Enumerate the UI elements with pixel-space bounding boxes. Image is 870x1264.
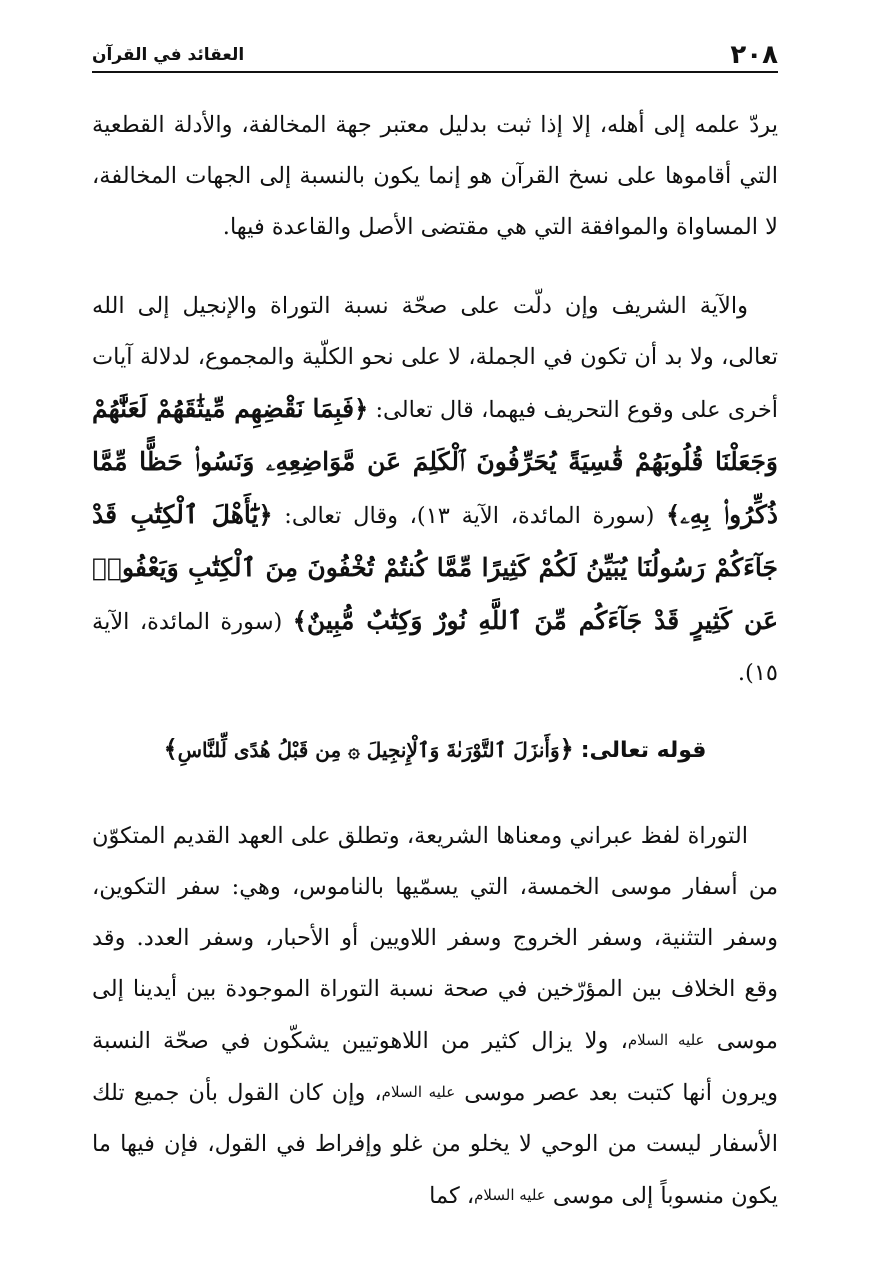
section-heading-label: قوله تعالى: [580,738,707,763]
paragraph-2-intro: والآية الشريف وإن دلّت على صحّة نسبة التوراة والإنجيل إلى الله تعالى، ولا بد أن تكون في الجملة، لا على نحو الكلّية والمجموع، لدلالة آيات أخرى على وقوع التحريف فيهما، قال تعالى: [92,293,779,423]
quran-verse-2: يَٰٓأَهْلَ ٱلْكِتَٰبِ قَدْ جَآءَكُمْ رَسُولُنَا يُبَيِّنُ لَكُمْ كَثِيرًا مِّمَّا كُنتُمْ تُخْفُونَ مِنَ ٱلْكِتَٰبِ وَيَعْفُوا۟ عَن كَثِيرٍ قَدْ جَآءَكُم مِّنَ ٱللَّهِ نُورٌ وَكِتَٰبٌ مُّبِينٌ [92,500,778,635]
paragraph-3 [92,811,778,1222]
heading-open-bracket: ﴿ [559,734,574,763]
honorific-1: عليه السلام [627,1031,705,1049]
paragraph-2 [92,281,778,699]
section-heading [92,727,778,773]
paragraph-3-text-2: ، ولا يزال كثير من اللاهوتيين يشكّون في صحّة النسبة ويرون أنها كتبت بعد عصر موسى [92,1028,778,1106]
section-heading-verse: وَأَنزَلَ ٱلتَّوْرَىٰةَ وَٱلْإِنجِيلَ ۞ مِن قَبْلُ هُدًى لِّلنَّاسِ [177,738,560,762]
quran-verse-1: فَبِمَا نَقْضِهِم مِّيثَٰقَهُمْ لَعَنَّٰهُمْ وَجَعَلْنَا قُلُوبَهُمْ قَٰسِيَةً يُحَرِّفُونَ ٱلْكَلِمَ عَن مَّوَاضِعِهِۦ وَنَسُوا۟ حَظًّا مِّمَّا ذُكِّرُوا۟ بِهِۦ [92,394,778,529]
citation-1: (سورة المائدة، الآية ١٣)، وقال تعالى: [284,503,655,529]
paragraph-3-text-1: التوراة لفظ عبراني ومعناها الشريعة، وتطلق على العهد القديم المتكوّن من أسفار موسى الخمسة، التي يسمّيها بالناموس، وهي: سفر التكوين، وسفر التثنية، وسفر الخروج وسفر اللاويين أو الأحبار، وسفر العدد. وقد وقع الخلاف بين المؤرّخين في صحة نسبة التوراة الموجودة بين أيدينا إلى موسى [92,823,778,1054]
honorific-2: عليه السلام [381,1083,456,1101]
paragraph-1-text: يردّ علمه إلى أهله، إلا إذا ثبت بدليل معتبر جهة المخالفة، والأدلة القطعية التي أقاموها على نسخ القرآن هو إنما يكون بالنسبة إلى الجهات المخالفة، لا المساواة والموافقة التي هي مقتضى الأصل والقاعدة فيها. [92,112,778,240]
honorific-3: عليه السلام [474,1186,546,1204]
header-divider [92,71,778,73]
verse-close-bracket: ﴾ [292,606,307,635]
page-number: ٢٠٨ [730,40,778,70]
book-title: العقائد في القرآن [92,45,245,65]
verse-open-bracket: ﴿ [258,500,273,529]
page-body [92,100,778,1250]
paragraph-3-text-4: ، كما [429,1183,475,1209]
verse-close-bracket: ﴾ [666,500,681,529]
paragraph-1 [92,100,778,253]
running-header [92,30,778,70]
verse-open-bracket: ﴿ [354,394,369,423]
heading-close-bracket: ﴾ [163,734,178,763]
paragraph-3-text-3: ، وإن كان القول بأن جميع تلك الأسفار ليست من الوحي لا يخلو من غلو وإفراط في القول، فإن فيها ما يكون منسوباً إلى موسى [92,1080,778,1209]
citation-2: (سورة المائدة، الآية ١٥). [92,609,778,686]
